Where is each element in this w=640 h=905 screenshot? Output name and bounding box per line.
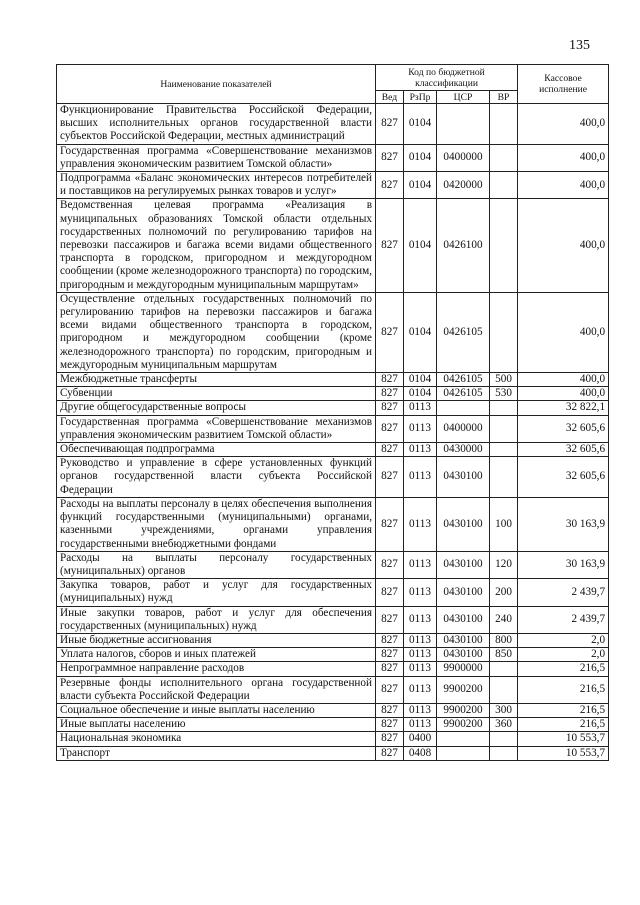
header-vr: ВР xyxy=(490,91,518,104)
cell-sum: 400,0 xyxy=(518,104,609,145)
cell-name: Субвенции xyxy=(57,387,376,401)
cell-csr xyxy=(437,104,490,145)
cell-name: Расходы на выплаты персоналу в целях обеспечения выполнения функций государственными (муниципальными) органами, казенными учреждениями, органами управления государственными внебюджетными фондами xyxy=(57,497,376,551)
cell-ved: 827 xyxy=(376,457,404,498)
cell-csr: 0430100 xyxy=(437,551,490,578)
cell-rzpr: 0113 xyxy=(404,633,437,647)
cell-name: Межбюджетные трансферты xyxy=(57,373,376,387)
cell-vr xyxy=(490,443,518,457)
cell-vr: 120 xyxy=(490,551,518,578)
cell-sum: 2,0 xyxy=(518,648,609,662)
table-row xyxy=(57,144,609,171)
cell-csr: 0426105 xyxy=(437,387,490,401)
cell-csr: 0426105 xyxy=(437,292,490,372)
cell-name: Осуществление отдельных государственных полномочий по регулированию тарифов на перевозки пассажиров и багажа всеми видами общественного транспорта в городском, пригородном и междугородном сообщении (кроме железнодорожного транспорта) по городским, пригородным и междугородным муниципальным маршрутам xyxy=(57,292,376,372)
cell-vr xyxy=(490,746,518,760)
cell-rzpr: 0113 xyxy=(404,497,437,551)
header-csr: ЦСР xyxy=(437,91,490,104)
cell-csr: 0426100 xyxy=(437,199,490,292)
cell-sum: 30 163,9 xyxy=(518,551,609,578)
cell-name: Транспорт xyxy=(57,746,376,760)
cell-ved: 827 xyxy=(376,746,404,760)
cell-sum: 10 553,7 xyxy=(518,746,609,760)
cell-rzpr: 0113 xyxy=(404,443,437,457)
cell-ved: 827 xyxy=(376,415,404,442)
cell-vr xyxy=(490,732,518,746)
cell-ved: 827 xyxy=(376,732,404,746)
cell-ved: 827 xyxy=(376,633,404,647)
cell-csr: 0420000 xyxy=(437,172,490,199)
cell-sum: 32 822,1 xyxy=(518,401,609,415)
table-row xyxy=(57,551,609,578)
cell-name: Социальное обеспечение и иные выплаты населению xyxy=(57,703,376,717)
cell-name: Закупка товаров, работ и услуг для государственных (муниципальных) нужд xyxy=(57,579,376,606)
cell-name: Государственная программа «Совершенствование механизмов управления экономическим развитием Томской области» xyxy=(57,144,376,171)
cell-ved: 827 xyxy=(376,579,404,606)
cell-ved: 827 xyxy=(376,172,404,199)
table-row xyxy=(57,746,609,760)
table-row xyxy=(57,648,609,662)
cell-rzpr: 0113 xyxy=(404,579,437,606)
cell-csr: 0430100 xyxy=(437,633,490,647)
table-row xyxy=(57,497,609,551)
cell-csr: 0430100 xyxy=(437,579,490,606)
cell-vr: 850 xyxy=(490,648,518,662)
cell-rzpr: 0408 xyxy=(404,746,437,760)
cell-csr xyxy=(437,401,490,415)
cell-sum: 216,5 xyxy=(518,703,609,717)
header-execution: Кассовое исполнение xyxy=(518,65,609,104)
cell-rzpr: 0113 xyxy=(404,415,437,442)
cell-sum: 400,0 xyxy=(518,373,609,387)
cell-rzpr: 0113 xyxy=(404,457,437,498)
cell-vr xyxy=(490,292,518,372)
cell-vr xyxy=(490,144,518,171)
cell-name: Иные бюджетные ассигнования xyxy=(57,633,376,647)
cell-vr xyxy=(490,172,518,199)
cell-rzpr: 0113 xyxy=(404,648,437,662)
cell-ved: 827 xyxy=(376,497,404,551)
cell-name: Подпрограмма «Баланс экономических интересов потребителей и поставщиков на регулируемых рынках товаров и услуг» xyxy=(57,172,376,199)
cell-name: Функционирование Правительства Российской Федерации, высших исполнительных органов государственной власти субъектов Российской Федерации, местных администраций xyxy=(57,104,376,145)
cell-csr: 9900200 xyxy=(437,718,490,732)
cell-ved: 827 xyxy=(376,551,404,578)
cell-vr xyxy=(490,199,518,292)
cell-name: Резервные фонды исполнительного органа государственной власти субъекта Российской Федерации xyxy=(57,676,376,703)
cell-sum: 30 163,9 xyxy=(518,497,609,551)
cell-ved: 827 xyxy=(376,373,404,387)
table-row xyxy=(57,633,609,647)
cell-sum: 216,5 xyxy=(518,718,609,732)
cell-csr: 0430100 xyxy=(437,648,490,662)
cell-sum: 400,0 xyxy=(518,172,609,199)
cell-csr: 0400000 xyxy=(437,415,490,442)
table-row xyxy=(57,703,609,717)
cell-ved: 827 xyxy=(376,676,404,703)
table-row xyxy=(57,443,609,457)
table-row xyxy=(57,172,609,199)
table-row xyxy=(57,457,609,498)
table-row xyxy=(57,718,609,732)
cell-rzpr: 0104 xyxy=(404,292,437,372)
cell-ved: 827 xyxy=(376,144,404,171)
header-ved: Вед xyxy=(376,91,404,104)
cell-rzpr: 0104 xyxy=(404,387,437,401)
header-rzpr: РзПр xyxy=(404,91,437,104)
cell-vr xyxy=(490,104,518,145)
cell-csr: 0400000 xyxy=(437,144,490,171)
cell-vr xyxy=(490,457,518,498)
cell-csr xyxy=(437,732,490,746)
cell-csr: 9900200 xyxy=(437,703,490,717)
cell-vr xyxy=(490,662,518,676)
cell-vr xyxy=(490,401,518,415)
cell-vr: 240 xyxy=(490,606,518,633)
cell-ved: 827 xyxy=(376,443,404,457)
cell-sum: 32 605,6 xyxy=(518,443,609,457)
cell-rzpr: 0113 xyxy=(404,401,437,415)
cell-ved: 827 xyxy=(376,104,404,145)
table-row xyxy=(57,676,609,703)
cell-ved: 827 xyxy=(376,718,404,732)
cell-sum: 216,5 xyxy=(518,662,609,676)
cell-sum: 400,0 xyxy=(518,199,609,292)
cell-rzpr: 0113 xyxy=(404,676,437,703)
table-row xyxy=(57,104,609,145)
cell-name: Непрограммное направление расходов xyxy=(57,662,376,676)
cell-name: Обеспечивающая подпрограмма xyxy=(57,443,376,457)
table-body xyxy=(57,104,609,761)
cell-sum: 400,0 xyxy=(518,387,609,401)
table-row xyxy=(57,579,609,606)
cell-name: Национальная экономика xyxy=(57,732,376,746)
table-row xyxy=(57,199,609,292)
cell-name: Уплата налогов, сборов и иных платежей xyxy=(57,648,376,662)
cell-csr: 9900000 xyxy=(437,662,490,676)
cell-name: Расходы на выплаты персоналу государственных (муниципальных) органов xyxy=(57,551,376,578)
table-row xyxy=(57,292,609,372)
cell-ved: 827 xyxy=(376,703,404,717)
cell-ved: 827 xyxy=(376,292,404,372)
cell-ved: 827 xyxy=(376,662,404,676)
table-row xyxy=(57,732,609,746)
cell-name: Другие общегосударственные вопросы xyxy=(57,401,376,415)
cell-rzpr: 0400 xyxy=(404,732,437,746)
cell-rzpr: 0104 xyxy=(404,104,437,145)
budget-table xyxy=(56,64,609,761)
cell-sum: 32 605,6 xyxy=(518,415,609,442)
cell-ved: 827 xyxy=(376,387,404,401)
cell-vr: 530 xyxy=(490,387,518,401)
cell-rzpr: 0113 xyxy=(404,718,437,732)
cell-sum: 2,0 xyxy=(518,633,609,647)
table-row xyxy=(57,606,609,633)
cell-name: Руководство и управление в сфере установленных функций органов государственной власти субъекта Российской Федерации xyxy=(57,457,376,498)
cell-ved: 827 xyxy=(376,648,404,662)
cell-vr: 800 xyxy=(490,633,518,647)
cell-csr: 0430100 xyxy=(437,497,490,551)
cell-csr: 0426105 xyxy=(437,373,490,387)
header-code-group: Код по бюджетной классификации xyxy=(376,65,518,91)
cell-sum: 400,0 xyxy=(518,144,609,171)
page-number: 135 xyxy=(569,38,590,53)
cell-sum: 32 605,6 xyxy=(518,457,609,498)
cell-name: Государственная программа «Совершенствование механизмов управления экономическим развитием Томской области» xyxy=(57,415,376,442)
cell-csr: 0430000 xyxy=(437,443,490,457)
table-row xyxy=(57,387,609,401)
header-name: Наименование показателей xyxy=(57,65,376,104)
cell-sum: 400,0 xyxy=(518,292,609,372)
cell-vr: 360 xyxy=(490,718,518,732)
cell-sum: 2 439,7 xyxy=(518,579,609,606)
cell-rzpr: 0113 xyxy=(404,662,437,676)
cell-vr: 300 xyxy=(490,703,518,717)
cell-vr: 100 xyxy=(490,497,518,551)
cell-csr: 0430100 xyxy=(437,606,490,633)
cell-rzpr: 0104 xyxy=(404,373,437,387)
cell-rzpr: 0104 xyxy=(404,199,437,292)
cell-rzpr: 0113 xyxy=(404,606,437,633)
table-row xyxy=(57,401,609,415)
cell-vr xyxy=(490,676,518,703)
cell-name: Иные закупки товаров, работ и услуг для обеспечения государственных (муниципальных) нужд xyxy=(57,606,376,633)
cell-rzpr: 0104 xyxy=(404,172,437,199)
cell-vr xyxy=(490,415,518,442)
table-row xyxy=(57,415,609,442)
cell-rzpr: 0104 xyxy=(404,144,437,171)
cell-sum: 2 439,7 xyxy=(518,606,609,633)
table-row xyxy=(57,662,609,676)
cell-ved: 827 xyxy=(376,199,404,292)
cell-name: Ведомственная целевая программа «Реализация в муниципальных образованиях Томской области отдельных государственных полномочий по регулированию тарифов на перевозки пассажиров и багажа всеми видами общественного транспорта в городском, пригородном и междугородном сообщении (кроме железнодорожного транспорта) по городским, пригородным и междугородным муниципальным маршрутам» xyxy=(57,199,376,292)
cell-vr: 200 xyxy=(490,579,518,606)
cell-sum: 10 553,7 xyxy=(518,732,609,746)
cell-rzpr: 0113 xyxy=(404,703,437,717)
cell-csr xyxy=(437,746,490,760)
cell-vr: 500 xyxy=(490,373,518,387)
cell-ved: 827 xyxy=(376,401,404,415)
cell-ved: 827 xyxy=(376,606,404,633)
cell-sum: 216,5 xyxy=(518,676,609,703)
cell-rzpr: 0113 xyxy=(404,551,437,578)
cell-csr: 9900200 xyxy=(437,676,490,703)
table-row xyxy=(57,373,609,387)
cell-name: Иные выплаты населению xyxy=(57,718,376,732)
cell-csr: 0430100 xyxy=(437,457,490,498)
